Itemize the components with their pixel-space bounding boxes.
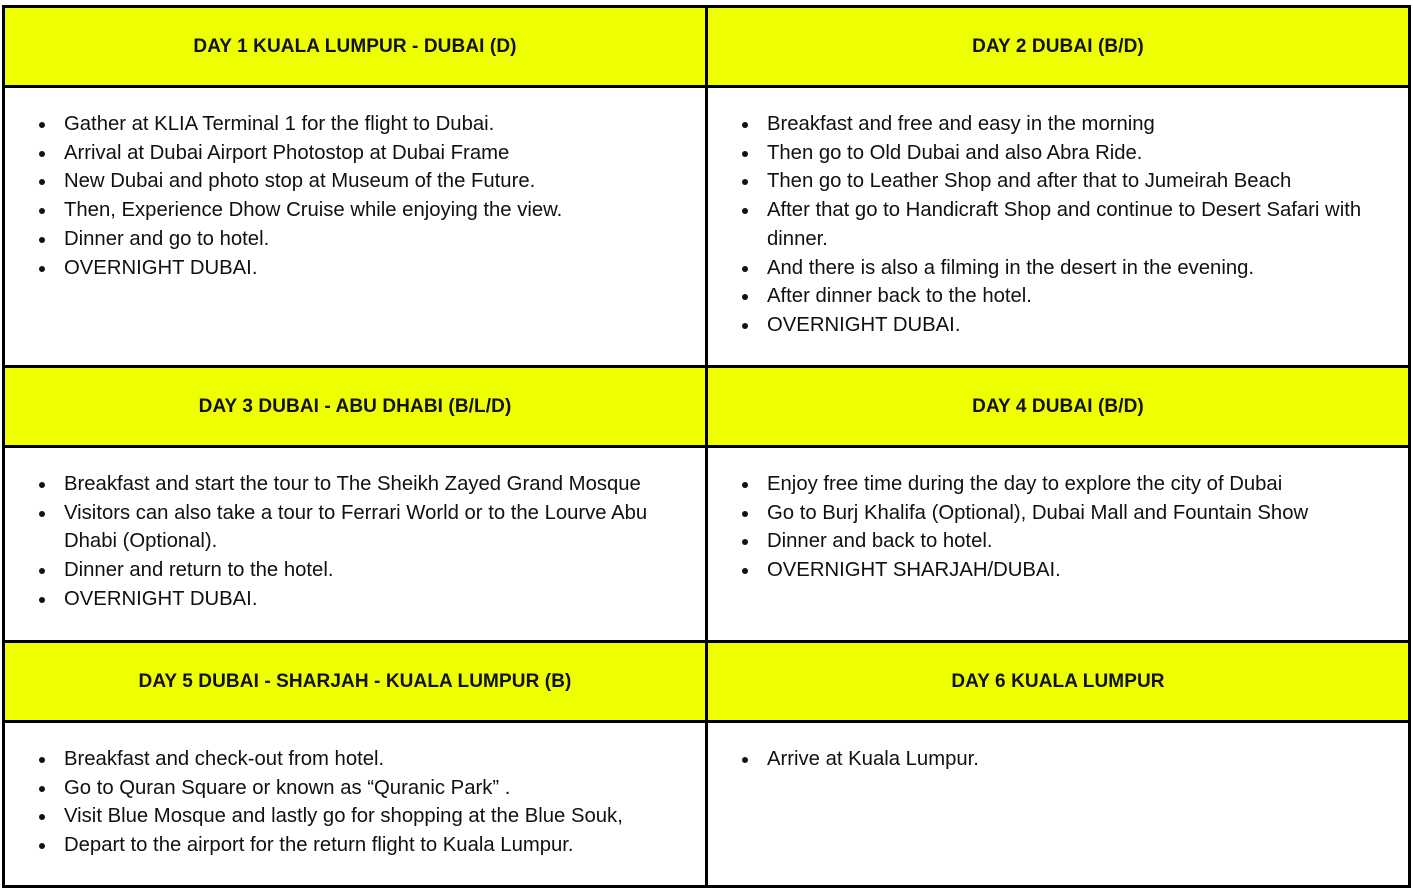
day-1-details [4,87,707,367]
itinerary-item: OVERNIGHT DUBAI. [737,311,1392,340]
day-2-details [707,87,1410,367]
day-4-item-list [708,448,1408,585]
day-2-title: DAY 2 DUBAI (B/D) [707,7,1410,87]
header-row [4,367,1410,447]
itinerary-item: Then go to Old Dubai and also Abra Ride. [737,139,1392,168]
itinerary-item: Dinner and go to hotel. [34,225,689,254]
day-4-details [707,447,1410,642]
body-row [4,722,1410,887]
itinerary-item: New Dubai and photo stop at Museum of the Future. [34,167,689,196]
day-3-item-list [5,448,705,614]
itinerary-item: After dinner back to the hotel. [737,282,1392,311]
day-3-title: DAY 3 DUBAI - ABU DHABI (B/L/D) [4,367,707,447]
day-2-item-list [708,88,1408,340]
itinerary-item: Gather at KLIA Terminal 1 for the flight to Dubai. [34,110,689,139]
itinerary-item: Breakfast and start the tour to The Sheikh Zayed Grand Mosque [34,470,689,499]
itinerary-item: OVERNIGHT DUBAI. [34,254,689,283]
day-6-details [707,722,1410,887]
itinerary-item: OVERNIGHT SHARJAH/DUBAI. [737,556,1392,585]
itinerary-item: OVERNIGHT DUBAI. [34,585,689,614]
itinerary-item: And there is also a filming in the desert in the evening. [737,254,1392,283]
itinerary-item: Breakfast and free and easy in the morning [737,110,1392,139]
itinerary-item: Arrive at Kuala Lumpur. [737,745,1392,774]
header-row [4,7,1410,87]
header-row [4,642,1410,722]
itinerary-item: After that go to Handicraft Shop and continue to Desert Safari with dinner. [737,196,1392,253]
day-1-title: DAY 1 KUALA LUMPUR - DUBAI (D) [4,7,707,87]
day-6-item-list [708,723,1408,774]
itinerary-item: Go to Quran Square or known as “Quranic Park” . [34,774,689,803]
itinerary-item: Breakfast and check-out from hotel. [34,745,689,774]
itinerary-item: Go to Burj Khalifa (Optional), Dubai Mall and Fountain Show [737,499,1392,528]
day-1-item-list [5,88,705,282]
itinerary-table [2,5,1411,888]
itinerary-item: Arrival at Dubai Airport Photostop at Dubai Frame [34,139,689,168]
day-6-title: DAY 6 KUALA LUMPUR [707,642,1410,722]
itinerary-item: Dinner and back to hotel. [737,527,1392,556]
itinerary-item: Visit Blue Mosque and lastly go for shopping at the Blue Souk, [34,802,689,831]
day-5-item-list [5,723,705,860]
itinerary-item: Visitors can also take a tour to Ferrari World or to the Lourve Abu Dhabi (Optional). [34,499,689,556]
itinerary-item: Enjoy free time during the day to explore the city of Dubai [737,470,1392,499]
itinerary-item: Then go to Leather Shop and after that to Jumeirah Beach [737,167,1392,196]
itinerary-item: Dinner and return to the hotel. [34,556,689,585]
itinerary-item: Then, Experience Dhow Cruise while enjoying the view. [34,196,689,225]
itinerary-item: Depart to the airport for the return flight to Kuala Lumpur. [34,831,689,860]
day-4-title: DAY 4 DUBAI (B/D) [707,367,1410,447]
day-5-title: DAY 5 DUBAI - SHARJAH - KUALA LUMPUR (B) [4,642,707,722]
day-5-details [4,722,707,887]
day-3-details [4,447,707,642]
body-row [4,447,1410,642]
body-row [4,87,1410,367]
